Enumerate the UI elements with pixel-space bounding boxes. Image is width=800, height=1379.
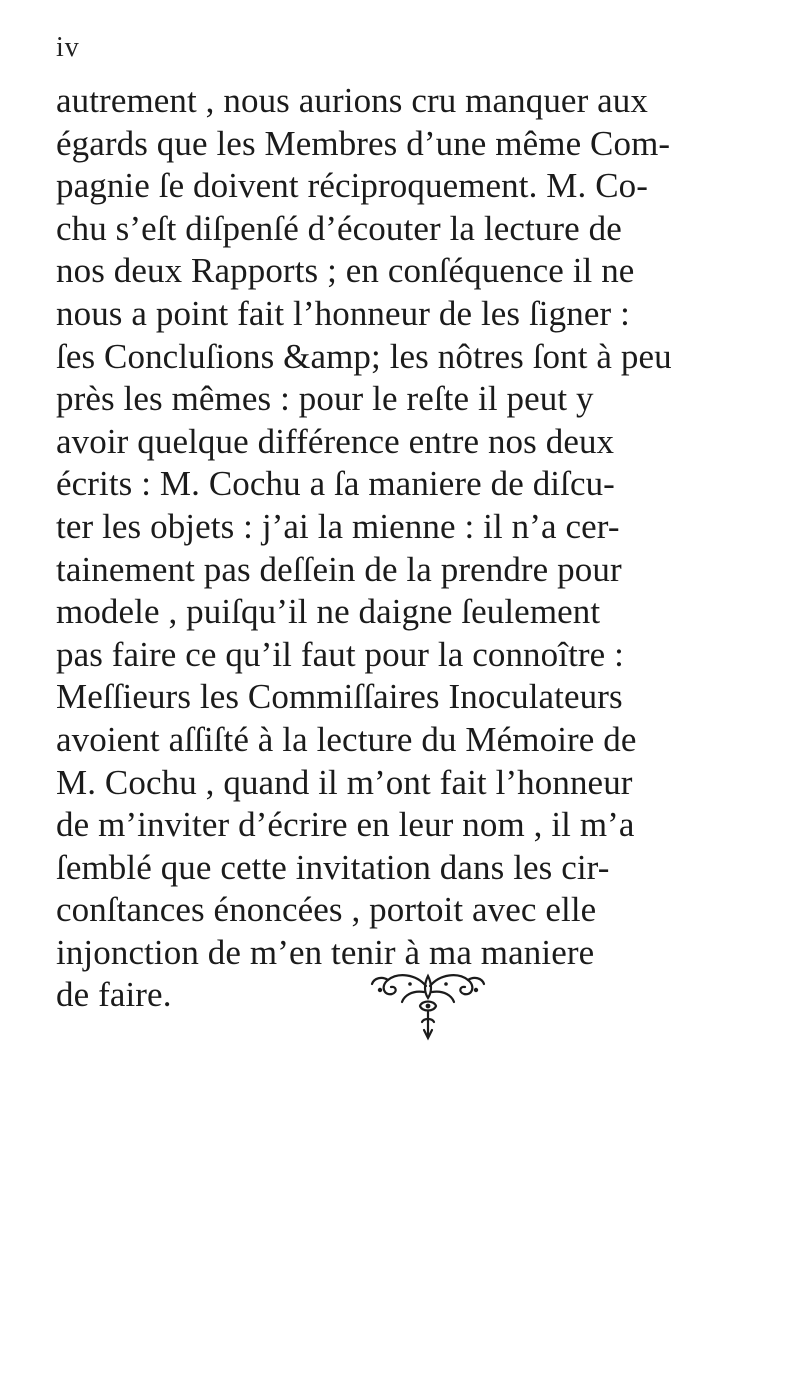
text-line: de m’inviter d’écrire en leur nom , il m’a [56, 805, 635, 845]
text-line: conſtances énoncées , portoit avec elle [56, 890, 597, 930]
text-line: autrement , nous aurions cru manquer aux [56, 81, 649, 120]
text-line: tainement pas deſſein de la prendre pour [56, 549, 622, 589]
text-line: égards que les Membres d’une même Com- [56, 123, 671, 163]
fleuron-ornament-icon [358, 966, 498, 1044]
text-line: écrits : M. Cochu a ſa maniere de diſcu- [56, 464, 615, 504]
text-line: avoir quelque différence entre nos deux [56, 421, 615, 461]
page-number: iv [56, 32, 80, 63]
text-line: pas faire ce qu’il faut pour la connoître : [56, 634, 624, 674]
text-line: ter les objets : j’ai la mienne : il n’a cer- [56, 506, 620, 546]
text-line: nous a point fait l’honneur de les ſigner : [56, 293, 630, 333]
text-line: M. Cochu , quand il m’ont fait l’honneur [56, 762, 633, 802]
text-line: modele , puiſqu’il ne daigne ſeulement [56, 592, 601, 632]
text-line: nos deux Rapports ; en conſéquence il ne [56, 251, 635, 291]
text-line: pagnie ſe doivent réciproquement. M. Co- [56, 166, 649, 206]
text-line: injonction de m’en tenir à ma maniere [56, 932, 595, 972]
text-line: Meſſieurs les Commiſſaires Inoculateurs [56, 677, 623, 717]
text-line: de faire. [56, 975, 172, 1015]
text-line: ſemblé que cette invitation dans les cir- [56, 847, 610, 887]
body-text [56, 80, 766, 1017]
text-line: près les mêmes : pour le reſte il peut y [56, 379, 594, 419]
text-line: avoient aſſiſté à la lecture du Mémoire de [56, 719, 637, 759]
text-line: ſes Concluſions &amp; les nôtres ſont à peu [56, 336, 672, 376]
text-line: chu s’eſt diſpenſé d’écouter la lecture de [56, 208, 622, 248]
